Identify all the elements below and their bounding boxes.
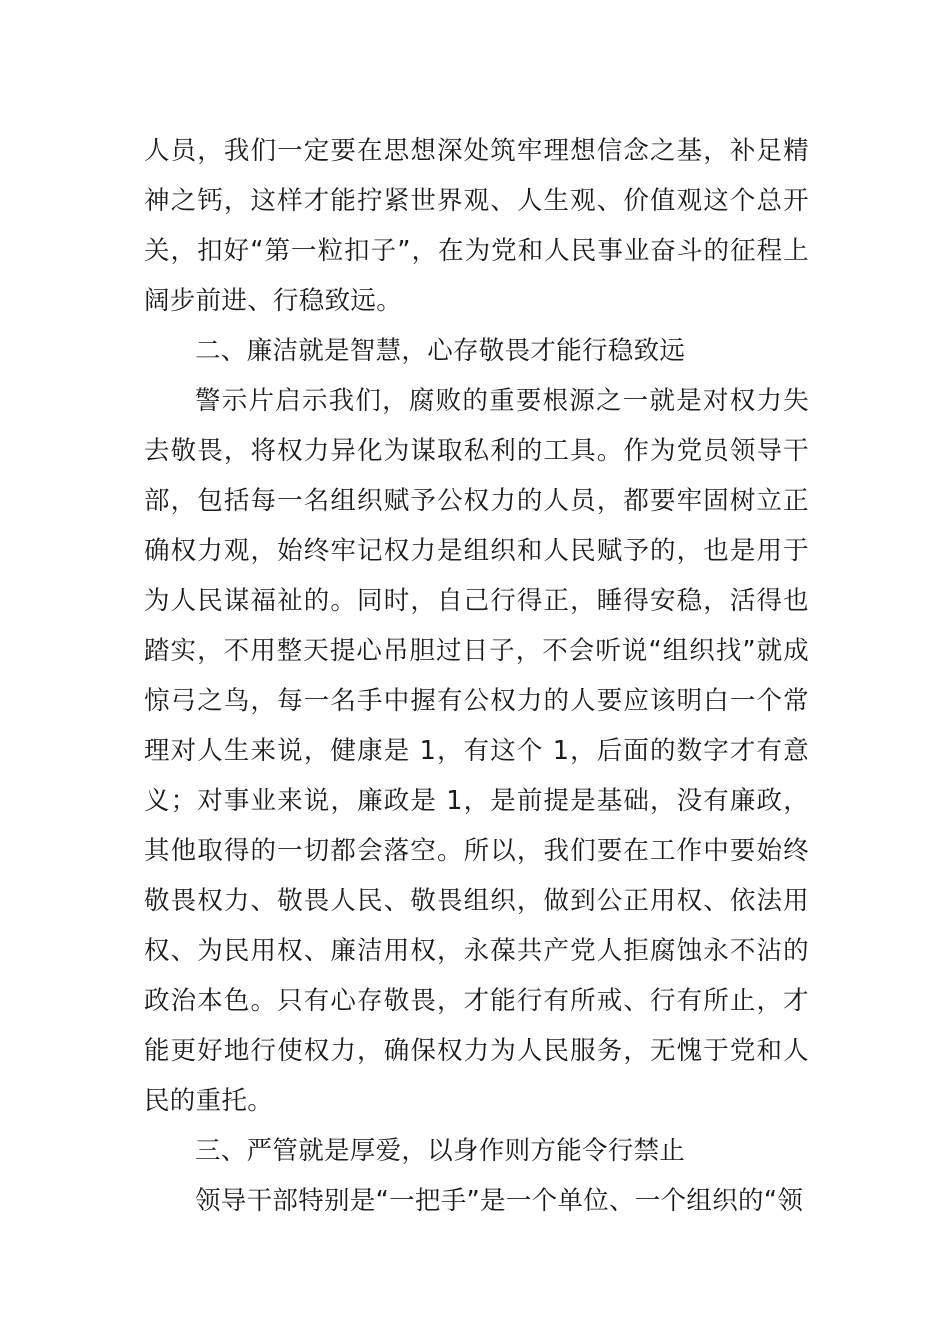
paragraph-section-3: 领导干部特别是“一把手”是一个单位、一个组织的“领 [195, 1186, 804, 1216]
section-heading-3: 三、严管就是厚爱，以身作则方能令行禁止 [195, 1136, 686, 1166]
paragraph-section-2: 警示片启示我们，腐败的重要根源之一就是对权力失去敬畏，将权力异化为谋取私利的工具。作为党员领导干部，包括每一名组织赋予公权力的人员，都要牢固树立正确权力观，始终牢记权力是组织和人民赋予的，也是用于为人民谋福祉的。同时，自己行得正，睡得安稳，活得也踏实，不用整天提心吊胆过日子，不会听说“组织找”就成惊弓之鸟，每一名手中握有公权力的人要应该明白一个常理对人生来说，健康是 1，有这个 1，后面的数字才有意义；对事业来说，廉政是 1，是前提是基础，没有廉政，其他取得的一切都会落空。所以，我们要在工作中要始终敬畏权力、敬畏人民、敬畏组织，做到公正用权、依法用权、为民用权、廉洁用权，永葆共产党人拒腐蚀永不沾的政治本色。只有心存敬畏，才能行有所戒、行有所止，才能更好地行使权力，确保权力为人民服务，无愧于党和人民的重托。 [144, 386, 809, 1116]
document-body [144, 126, 809, 1226]
section-heading-2: 二、廉洁就是智慧，心存敬畏才能行稳致远 [195, 336, 686, 366]
paragraph-continuation: 人员，我们一定要在思想深处筑牢理想信念之基，补足精神之钙，这样才能拧紧世界观、人生观、价值观这个总开关，扣好“第一粒扣子”，在为党和人民事业奋斗的征程上阔步前进、行稳致远。 [144, 136, 809, 316]
